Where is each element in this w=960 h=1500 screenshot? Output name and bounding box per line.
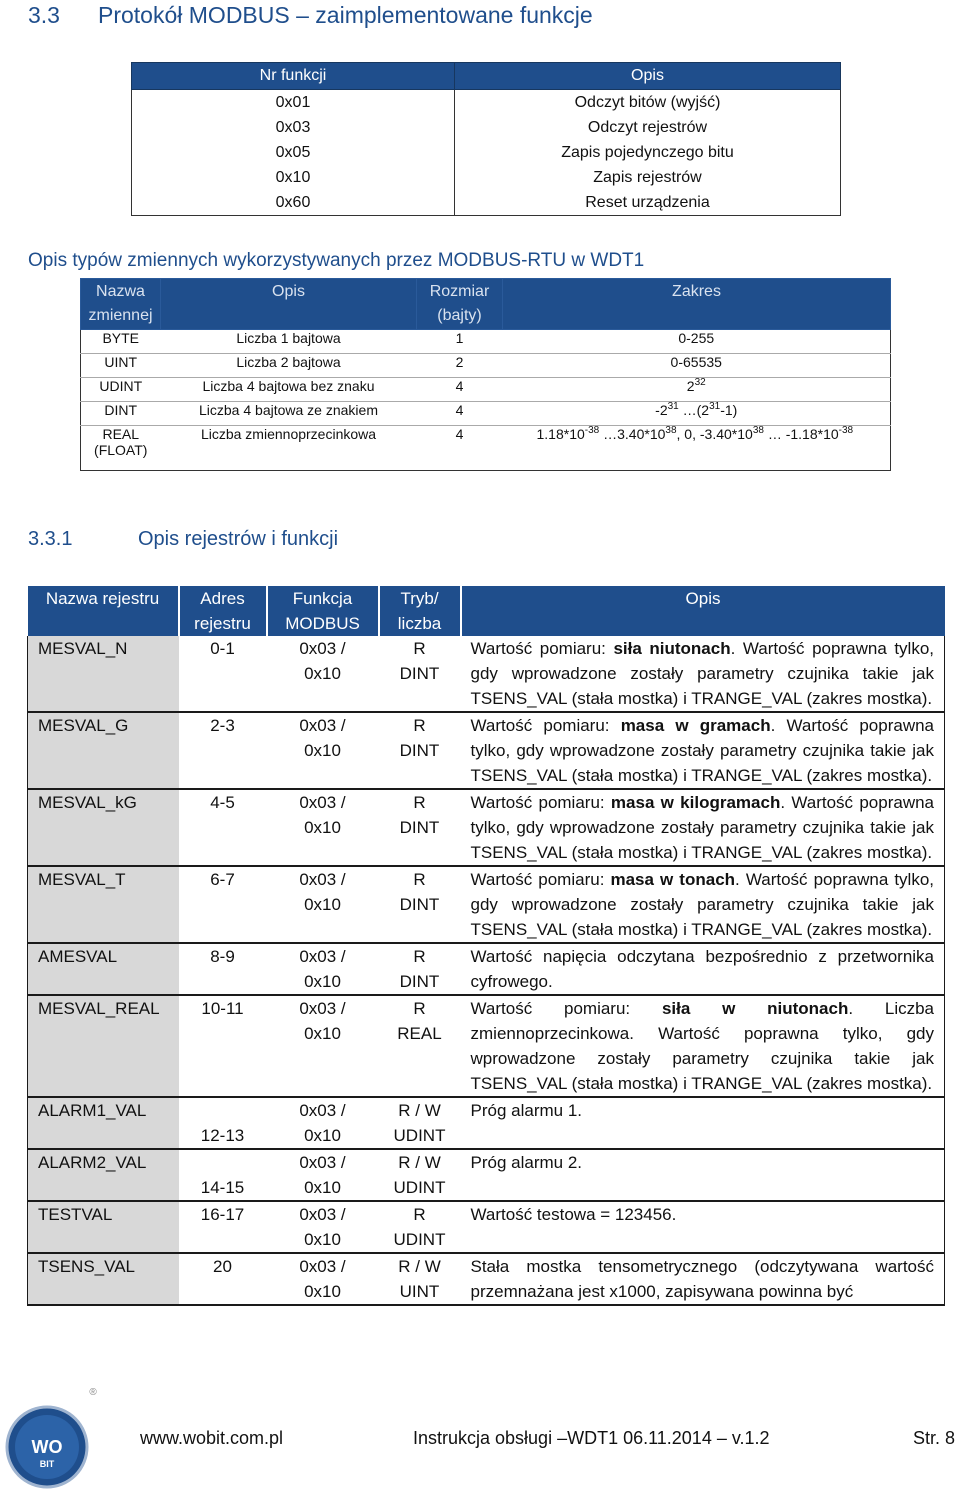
function-code: 0x01 <box>132 90 455 116</box>
type-name: UDINT <box>81 378 161 402</box>
register-name: AMESVAL <box>28 943 179 995</box>
description-text: . Wartość poprawna tylko, gdy wprowadzone zostały parametry czujnika takie jak TSENS_VAL (stała mostka) i TRANGE_VAL (zakres mostka). <box>470 870 935 939</box>
register-address: 10-11 <box>179 995 267 1097</box>
register-mode <box>379 995 461 1097</box>
register-mode <box>379 712 461 789</box>
type-range <box>503 330 891 354</box>
range-exponent: 31 <box>709 401 721 412</box>
register-function <box>267 1201 379 1253</box>
range-exponent: 31 <box>667 401 679 412</box>
function-description: Odczyt rejestrów <box>455 115 841 140</box>
cell-wrap: 0x03 / 0x10 <box>299 870 346 914</box>
types-header-desc: Opis <box>161 279 417 330</box>
section-title: Protokół MODBUS – zaimplementowane funkcje <box>98 2 593 28</box>
types-header-size: Rozmiar (bajty) <box>417 279 503 330</box>
register-address: 20 <box>179 1253 267 1305</box>
cell-wrap: 0x03 / 0x10 <box>299 639 346 683</box>
type-name: REAL (FLOAT) <box>81 426 161 471</box>
registers-header-function: Funkcja MODBUS <box>267 586 379 636</box>
function-row <box>132 165 841 190</box>
function-row <box>132 90 841 116</box>
register-description <box>461 1253 945 1305</box>
register-address: 6-7 <box>179 866 267 943</box>
function-description: Odczyt bitów (wyjść) <box>455 90 841 116</box>
register-function <box>267 712 379 789</box>
function-code: 0x60 <box>132 190 455 216</box>
type-description: Liczba 2 bajtowa <box>161 354 417 378</box>
description-text: Wartość napięcia odczytana bezpośrednio z przetwornika cyfrowego. <box>470 947 934 991</box>
range-text: 0-65535 <box>670 354 722 370</box>
description-text: Stała mostka tensometrycznego (odczytywana wartość przemnażana jest x1000, zapisywana powinna być <box>470 1257 934 1301</box>
function-description: Zapis pojedynczego bitu <box>455 140 841 165</box>
register-address: 12-13 <box>179 1097 267 1149</box>
register-address: 16-17 <box>179 1201 267 1253</box>
register-function <box>267 1149 379 1201</box>
register-description <box>461 943 945 995</box>
section-heading <box>28 2 593 29</box>
register-description <box>461 1149 945 1201</box>
type-size: 1 <box>417 330 503 354</box>
register-row <box>28 789 945 866</box>
description-text: Wartość pomiaru: <box>470 870 611 889</box>
cell-wrap: 0x03 / 0x10 <box>299 1257 346 1301</box>
type-row <box>81 426 891 471</box>
function-code: 0x03 <box>132 115 455 140</box>
register-row <box>28 1201 945 1253</box>
types-table <box>80 278 891 471</box>
register-function <box>267 1253 379 1305</box>
register-name: MESVAL_T <box>28 866 179 943</box>
registers-table <box>27 586 945 1306</box>
register-name: TESTVAL <box>28 1201 179 1253</box>
description-text: . Wartość poprawna tylko, gdy wprowadzone zostały parametry czujnika takie jak TSENS_VAL (stała mostka) i TRANGE_VAL (zakres mostka). <box>470 793 935 862</box>
register-function <box>267 789 379 866</box>
range-exponent: -38 <box>584 425 600 436</box>
register-description <box>461 789 945 866</box>
types-heading: Opis typów zmiennych wykorzystywanych przez MODBUS-RTU w WDT1 <box>28 250 645 271</box>
register-row <box>28 1253 945 1305</box>
cell-wrap: 0x03 / 0x10 <box>299 1205 346 1249</box>
type-description: Liczba 4 bajtowa bez znaku <box>161 378 417 402</box>
register-function <box>267 995 379 1097</box>
cell-wrap: R DINT <box>399 716 440 760</box>
description-text: Próg alarmu 2. <box>470 1153 582 1172</box>
function-description: Reset urządzenia <box>455 190 841 216</box>
cell-wrap: R DINT <box>399 947 440 991</box>
cell-wrap: 0x03 / 0x10 <box>299 1101 346 1145</box>
types-table-body <box>81 330 891 471</box>
registers-header-desc: Opis <box>461 586 945 636</box>
register-function <box>267 636 379 712</box>
register-mode <box>379 866 461 943</box>
register-name: TSENS_VAL <box>28 1253 179 1305</box>
functions-table-body <box>132 90 841 216</box>
functions-header-nr: Nr funkcji <box>132 63 455 90</box>
type-description: Liczba zmiennoprzecinkowa <box>161 426 417 471</box>
register-function <box>267 943 379 995</box>
types-header-range: Zakres <box>503 279 891 330</box>
range-text: … -1.18*10 <box>763 426 839 442</box>
description-emphasis: masa w tonach <box>610 870 736 889</box>
cell-wrap: 0x03 / 0x10 <box>299 999 346 1043</box>
footer-document: Instrukcja obsługi –WDT1 06.11.2014 – v.1.2 <box>413 1428 770 1448</box>
type-description: Liczba 1 bajtowa <box>161 330 417 354</box>
register-row <box>28 866 945 943</box>
register-row <box>28 995 945 1097</box>
register-row <box>28 636 945 712</box>
type-size: 4 <box>417 378 503 402</box>
type-name: UINT <box>81 354 161 378</box>
type-row <box>81 330 891 354</box>
register-name: MESVAL_REAL <box>28 995 179 1097</box>
type-row <box>81 402 891 426</box>
register-function <box>267 866 379 943</box>
cell-wrap: R DINT <box>399 793 440 837</box>
range-exponent: 38 <box>752 425 764 436</box>
type-size: 4 <box>417 426 503 471</box>
type-name: BYTE <box>81 330 161 354</box>
register-mode <box>379 789 461 866</box>
cell-wrap: 0x03 / 0x10 <box>299 793 346 837</box>
description-emphasis: siła w niutonach <box>661 999 849 1018</box>
function-code: 0x10 <box>132 165 455 190</box>
registers-header-mode: Tryb/ liczba <box>379 586 461 636</box>
register-description <box>461 1201 945 1253</box>
cell-wrap: R REAL <box>397 999 442 1043</box>
registers-header-name: Nazwa rejestru <box>28 586 179 636</box>
type-range <box>503 402 891 426</box>
cell-wrap: 0x03 / 0x10 <box>299 947 346 991</box>
range-exponent: 32 <box>694 377 706 388</box>
function-row <box>132 140 841 165</box>
register-name: ALARM1_VAL <box>28 1097 179 1149</box>
register-address: 4-5 <box>179 789 267 866</box>
type-range <box>503 426 891 471</box>
range-exponent: 38 <box>665 425 677 436</box>
type-range <box>503 378 891 402</box>
function-description: Zapis rejestrów <box>455 165 841 190</box>
register-row <box>28 712 945 789</box>
type-row <box>81 354 891 378</box>
description-text: Wartość pomiaru: <box>470 716 621 735</box>
register-mode <box>379 943 461 995</box>
register-address: 2-3 <box>179 712 267 789</box>
range-text: -1) <box>720 402 738 418</box>
cell-wrap: 0x03 / 0x10 <box>299 716 346 760</box>
range-text: …(2 <box>678 402 710 418</box>
description-text: . Liczba zmiennoprzecinkowa. Wartość poprawna tylko, gdy wprowadzone zostały parametry czujnika takie jak TSENS_VAL (stała mostka) i TRANGE_VAL (zakres mostka). <box>470 999 935 1093</box>
register-row <box>28 1097 945 1149</box>
functions-header-opis: Opis <box>455 63 841 90</box>
description-text: Próg alarmu 1. <box>470 1101 582 1120</box>
subsection-number: 3.3.1 <box>28 528 73 550</box>
register-mode <box>379 636 461 712</box>
cell-wrap: R / W UDINT <box>393 1153 446 1197</box>
function-code: 0x05 <box>132 140 455 165</box>
cell-wrap: R UDINT <box>393 1205 446 1249</box>
register-mode <box>379 1149 461 1201</box>
type-range <box>503 354 891 378</box>
register-row <box>28 1149 945 1201</box>
subsection-title: Opis rejestrów i funkcji <box>138 528 339 550</box>
register-address: 8-9 <box>179 943 267 995</box>
register-description <box>461 995 945 1097</box>
cell-wrap: R / W UINT <box>398 1257 441 1301</box>
register-description <box>461 712 945 789</box>
range-text: -2 <box>655 402 668 418</box>
description-emphasis: masa w gramach <box>620 716 771 735</box>
description-text: Wartość testowa = 123456. <box>470 1205 677 1224</box>
footer-website[interactable]: www.wobit.com.pl <box>140 1428 284 1448</box>
function-row <box>132 190 841 216</box>
footer-page-number: Str. 8 <box>913 1428 956 1448</box>
description-text: Wartość pomiaru: <box>470 793 611 812</box>
range-text: 2 <box>686 378 695 394</box>
description-emphasis: masa w kilogramach <box>610 793 781 812</box>
description-emphasis: siła niutonach <box>613 639 731 658</box>
register-name: MESVAL_kG <box>28 789 179 866</box>
description-text: Wartość pomiaru: <box>470 999 662 1018</box>
svg-text:®: ® <box>89 1387 97 1398</box>
range-text: 0-255 <box>678 330 715 346</box>
register-mode <box>379 1097 461 1149</box>
register-name: ALARM2_VAL <box>28 1149 179 1201</box>
type-row <box>81 378 891 402</box>
function-row <box>132 115 841 140</box>
section-number: 3.3 <box>28 2 60 28</box>
svg-text:BIT: BIT <box>39 1459 55 1469</box>
type-description: Liczba 4 bajtowa ze znakiem <box>161 402 417 426</box>
register-description <box>461 636 945 712</box>
range-text: 1.18*10 <box>536 426 585 442</box>
description-text: . Wartość poprawna tylko, gdy wprowadzone zostały parametry czujnika takie jak TSENS_VAL (stała mostka) i TRANGE_VAL (zakres mostka). <box>470 639 934 708</box>
registers-table-body <box>28 636 945 1305</box>
functions-table <box>131 62 841 216</box>
cell-wrap: R / W UDINT <box>393 1101 446 1145</box>
type-size: 2 <box>417 354 503 378</box>
register-mode <box>379 1253 461 1305</box>
subsection-heading <box>28 528 338 551</box>
type-size: 4 <box>417 402 503 426</box>
register-description <box>461 1097 945 1149</box>
register-mode <box>379 1201 461 1253</box>
svg-text:WO: WO <box>31 1437 63 1457</box>
range-exponent: -38 <box>838 425 854 436</box>
cell-wrap: R DINT <box>399 639 440 683</box>
register-row <box>28 943 945 995</box>
type-name: DINT <box>81 402 161 426</box>
cell-wrap: 0x03 / 0x10 <box>299 1153 346 1197</box>
range-text: , 0, -3.40*10 <box>676 426 753 442</box>
registers-header-address: Adres rejestru <box>179 586 267 636</box>
description-text: Wartość pomiaru: <box>470 639 614 658</box>
register-function <box>267 1097 379 1149</box>
cell-wrap: R DINT <box>399 870 440 914</box>
wobit-logo-icon <box>3 1385 101 1495</box>
register-name: MESVAL_N <box>28 636 179 712</box>
range-text: …3.40*10 <box>599 426 666 442</box>
register-description <box>461 866 945 943</box>
types-header-name: Nazwa zmiennej <box>81 279 161 330</box>
register-name: MESVAL_G <box>28 712 179 789</box>
register-address: 14-15 <box>179 1149 267 1201</box>
description-text: . Wartość poprawna tylko, gdy wprowadzone zostały parametry czujnika takie jak TSENS_VAL (stała mostka) i TRANGE_VAL (zakres mostka). <box>470 716 935 785</box>
register-address: 0-1 <box>179 636 267 712</box>
